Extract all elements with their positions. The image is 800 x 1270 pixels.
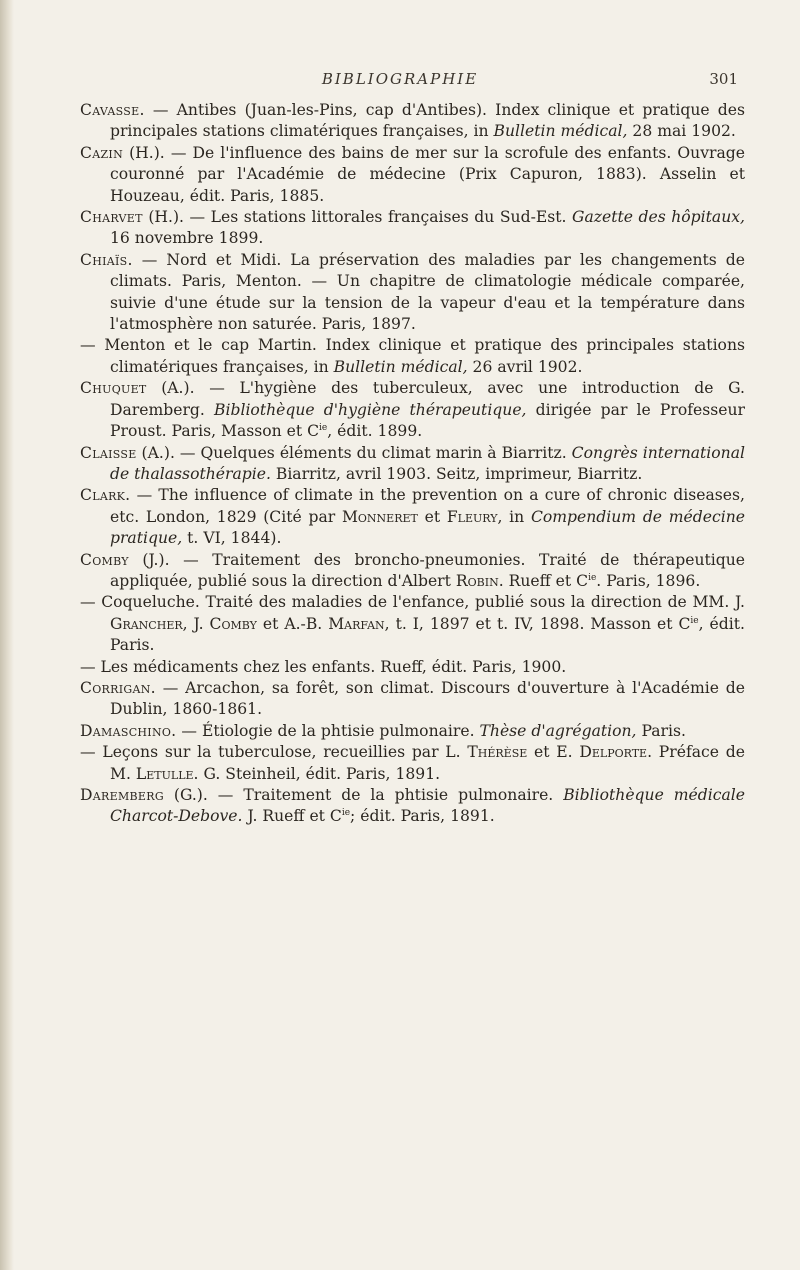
entry-person-name: Monneret [341,507,418,526]
bibliography-entry [80,443,745,486]
entry-text: et [417,507,447,526]
entry-author: Claisse [80,443,137,462]
running-title: BIBLIOGRAPHIE [321,70,479,88]
page-number: 301 [709,70,738,88]
entry-publication-title: Gazette des hôpitaux, [572,208,745,227]
entry-text: . G. Steinheil, édit. Paris, 1891. [193,764,441,783]
entry-text: — Nord et Midi. La préservation des maladies par les changements de climats. Paris, Menton. — Un chapitre de climatologie médicale comparée, suivie d'une étude sur la tension de la vapeur d'eau et la température dans l'atmosphère non saturée. Paris, 1897. [110,250,745,334]
entry-text: . Paris, 1896. [596,571,701,590]
entry-publication-title: Compendium de médecine pratique, [110,507,745,548]
entry-text: J. Rueff et C [242,807,342,826]
entry-author: Cazin [80,143,123,162]
bibliography-entry [80,250,745,336]
entry-text: , édit. 1899. [327,422,423,441]
entry-text: et A.-B. [256,614,329,633]
bibliography-entry [80,678,745,721]
bibliography-entry [80,485,745,549]
entry-text: (H.). — De l'influence des bains de mer sur la scrofule des enfants. Ouvrage couronné par l'Académie de médecine (Prix Capuron, 1883). Asselin et Houzeau, édit. Paris, 1885. [110,143,745,205]
entry-superscript: ie [341,808,351,819]
entry-text: , t. I, 1897 et t. IV, 1898. Masson et C [384,614,691,633]
entry-text: dirigée par le Professeur Proust. Paris, Masson et C [110,400,745,441]
entry-text: , édit. Paris. [110,614,745,655]
entry-text: 16 novembre 1899. [110,229,264,248]
entry-superscript: ie [690,615,699,626]
entry-person-name: Grancher [110,614,183,633]
entry-text: Paris. [636,721,686,740]
entry-person-name: Comby [209,614,257,633]
entry-author: Clark. [80,486,131,505]
entry-text: (H.). — Les stations littorales françaises du Sud-Est. [142,208,572,227]
bibliography-entry [80,785,745,828]
entry-publication-title: Bulletin médical, [493,122,628,141]
entry-author: Chiaïs. [80,250,133,269]
entry-text: , J. [182,614,210,633]
bibliography-entry [80,742,745,785]
entry-text: . Préface de M. [110,743,745,783]
entry-text: — Antibes (Juan-les-Pins, cap d'Antibes). Index clinique et pratique des principales stations climatériques françaises, in [110,101,745,141]
entry-author: Chuquet [80,379,147,398]
entry-author: Cavasse. [80,101,145,119]
entry-text: — The influence of climate in the prevention on a cure of chronic diseases, etc. London, 1829 (Cité par [110,486,745,526]
entry-text: Biarritz, avril 1903. Seitz, imprimeur, Biarritz. [270,464,643,483]
entry-text: — Leçons sur la tuberculose, recueillies par L. [80,743,468,762]
entry-author: Comby [80,550,129,569]
entry-publication-title: Congrès international de thalassothérapie. [110,443,745,483]
entry-text: — Les médicaments chez les enfants. Rueff, édit. Paris, 1900. [80,657,567,676]
entry-publication-title: Bibliothèque d'hygiène thérapeutique, [214,400,527,419]
entry-text: (J.). — Traitement des broncho-pneumonies. Traité de thérapeutique appliquée, publié sous la direction d'Albert [110,550,745,590]
entry-author: Daremberg [80,786,164,804]
entry-text: ; édit. Paris, 1891. [350,807,495,826]
entry-publication-title: Bibliothèque médicale Charcot-Debove. [110,786,745,826]
bibliography-entry [80,657,745,678]
bibliography-entry [80,592,745,656]
bibliography-entry [80,335,745,378]
entry-publication-title: Bulletin médical, [333,357,468,376]
entry-text: — Menton et le cap Martin. Index clinique et pratique des principales stations climatériques françaises, in [80,336,745,376]
entry-text: 26 avril 1902. [467,357,583,376]
entry-text: 28 mai 1902. [627,122,736,141]
page-binding-edge [0,0,14,1270]
entry-text: — Étiologie de la phtisie pulmonaire. [176,721,480,740]
bibliography-entry [80,550,745,593]
entry-text: (A.). — L'hygiène des tuberculeux, avec une introduction de G. Daremberg. [110,379,745,419]
entry-person-name: Delporte [579,743,648,762]
entry-text: . Rueff et C [498,571,589,590]
entry-text: — Arcachon, sa forêt, son climat. Discours d'ouverture à l'Académie de Dublin, 1860-1861. [110,678,745,719]
entry-text: (G.). — Traitement de la phtisie pulmonaire. [163,786,564,804]
bibliography-entry [80,100,745,143]
entry-text: (A.). — Quelques éléments du climat marin à Biarritz. [136,443,572,462]
entry-author: Charvet [80,208,143,227]
entry-superscript: ie [319,422,328,433]
entry-superscript: ie [588,572,597,583]
bibliography-entry [80,378,745,442]
entry-author: Corrigan. [80,678,156,697]
entry-publication-title: Thèse d'agrégation, [479,721,637,740]
entry-text: — Coqueluche. Traité des maladies de l'enfance, publié sous la direction de MM. J. [80,593,745,612]
entry-text: et E. [527,743,580,762]
entry-person-name: Thérèse [467,743,528,762]
entry-text: , in [497,507,531,526]
entry-person-name: Fleury [446,507,498,526]
running-header [0,70,800,92]
bibliography-entry [80,721,745,742]
entry-person-name: Marfan [328,614,385,633]
bibliography-entry [80,143,745,207]
entry-person-name: Robin [455,571,499,590]
entry-text: t. VI, 1844). [182,529,282,548]
entry-author: Damaschino. [80,721,177,740]
bibliography-list [80,100,745,828]
entry-person-name: Letulle [135,764,194,783]
bibliography-entry [80,207,745,250]
